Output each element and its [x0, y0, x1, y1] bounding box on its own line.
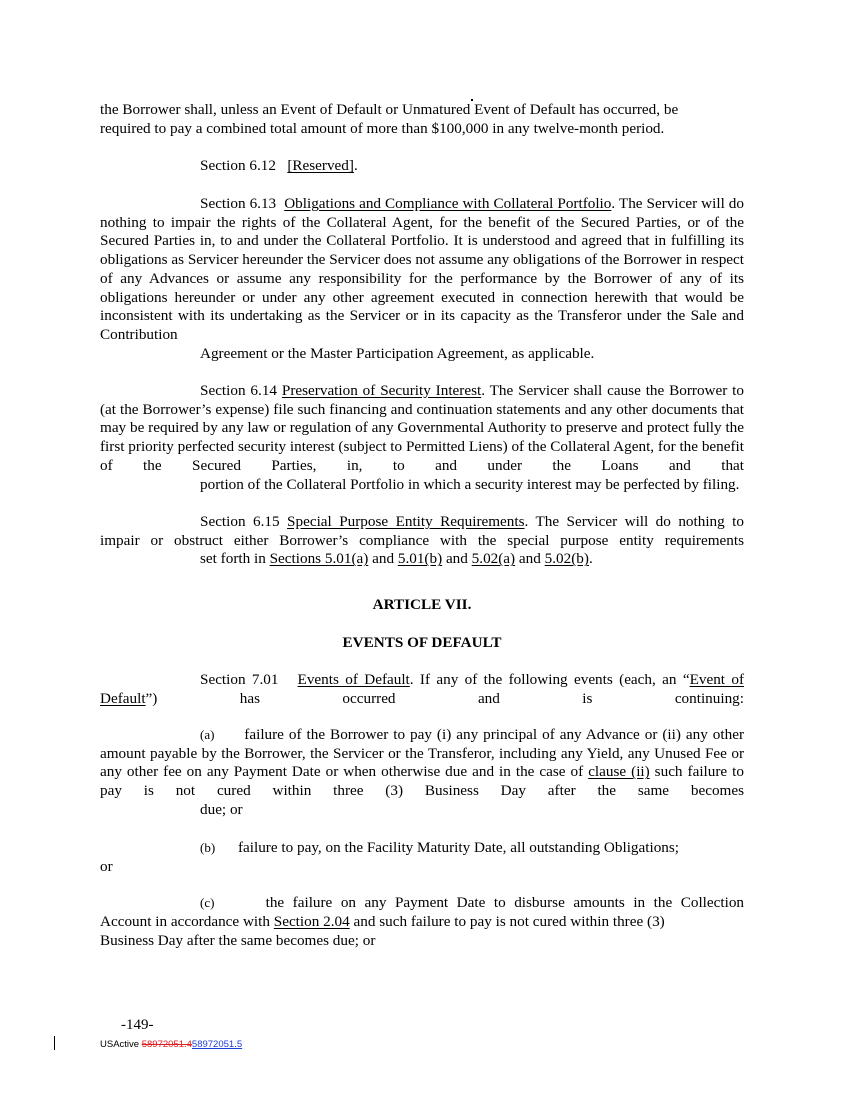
- document-id-footer: [100, 1039, 242, 1050]
- item-c-line-2: Account in accordance with Section 2.04 and such failure to pay is not cured within three (3): [100, 913, 665, 930]
- section-body: . The Servicer will do nothing to impair or obstruct either Borrower’s compliance with the special purpose entity requirements: [100, 513, 744, 549]
- article-number: ARTICLE VII.: [372, 596, 472, 613]
- section-body-last-line: portion of the Collateral Portfolio in which a security interest may be perfected by filing.: [200, 475, 740, 493]
- cross-reference[interactable]: 5.02(a): [471, 550, 516, 568]
- section-title: [Reserved]: [287, 157, 354, 174]
- section-6-13: [100, 195, 744, 363]
- section-body-last-line: set forth in Sections 5.01(a) and 5.01(b) and 5.02(a) and 5.02(b).: [200, 550, 593, 568]
- cross-reference[interactable]: 5.01(b): [397, 550, 443, 568]
- cross-reference[interactable]: Section 2.04: [273, 913, 350, 930]
- section-number: Section 6.14: [200, 382, 278, 399]
- inserted-doc-id: 58972051.5: [191, 1039, 243, 1050]
- section-number: Section 7.01: [200, 671, 279, 688]
- item-c: (c) the failure on any Payment Date to disburse amounts in the Collection: [200, 894, 745, 911]
- item-marker: (a): [200, 727, 215, 742]
- section-body-last-line: Agreement or the Master Participation Agreement, as applicable.: [200, 344, 595, 362]
- item-a: (a) failure of the Borrower to pay (i) any principal of any Advance or (ii) any other amount payable by the Borrower, the Servicer or the Transferor, including any Yield, any Unused Fee or any other fee on any Payment Date or when otherwise due and in the case of clause (ii) such failure to pay is not cured within three (3) Business Day after the same becomes due; or: [100, 726, 744, 818]
- cross-reference[interactable]: Sections 5.01(a): [269, 550, 369, 568]
- cross-reference[interactable]: 5.02(b): [544, 550, 589, 568]
- section-title: Preservation of Security Interest: [281, 382, 482, 399]
- cross-reference[interactable]: clause (ii): [588, 763, 650, 781]
- page-number: -149-: [121, 1017, 154, 1033]
- section-body: . The Servicer shall cause the Borrower to (at the Borrower’s expense) file such financing and continuation statements and any other documents that may be required by any law or regulation of any Governmental Authority to preserve and protect fully the first priority perfected security interest (subject to Permitted Liens) of the Collateral Agent, for the benefit of the Secured Parties, in, to and under the Loans and that: [100, 382, 744, 474]
- footer-prefix: USActive: [100, 1039, 142, 1050]
- section-body: . The Servicer will do nothing to impair the rights of the Collateral Agent, for the benefit of the Secured Parties, or of the Secured Parties in, to and under the Collateral Portfolio. It is understood and agreed that in fulfilling its obligations as Servicer hereunder the Servicer does not assume any obligations of the Borrower in respect of any Advances or assume any responsibility for the performance by the Borrower of any of its obligations hereunder or under any other agreement executed in connection herewith that would be inconsistent with its undertaking as the Servicer or in its capacity as the Transferor under the Sale and Contribution: [100, 195, 744, 343]
- section-6-14: [100, 382, 744, 494]
- item-marker: (c): [200, 895, 215, 910]
- section-title: Obligations and Compliance with Collateral Portfolio: [284, 195, 612, 212]
- item-b: (b) failure to pay, on the Facility Maturity Date, all outstanding Obligations;: [200, 839, 680, 856]
- section-title: Special Purpose Entity Requirements: [287, 513, 525, 530]
- article-title: EVENTS OF DEFAULT: [342, 634, 502, 651]
- change-bar: [54, 1036, 55, 1050]
- continuation-line-2: required to pay a combined total amount of more than $100,000 in any twelve-month period.: [100, 119, 665, 137]
- section-7-01: Section 7.01 Events of Default. If any of the following events (each, an “Event of Default”) has occurred and is continuing:: [100, 671, 745, 707]
- item-c-line-3: Business Day after the same becomes due; or: [100, 932, 376, 949]
- section-number: Section 6.13: [200, 195, 277, 212]
- continuation-paragraph: [100, 101, 744, 138]
- item-marker: (b): [200, 840, 216, 855]
- defined-term: Event of Default: [100, 671, 745, 707]
- section-6-15: [100, 513, 744, 569]
- item-b-last-line: or: [100, 858, 113, 875]
- section-6-12: Section 6.12 [Reserved].: [200, 157, 358, 174]
- deleted-doc-id: 58972051.4: [141, 1039, 192, 1050]
- section-number: Section 6.12: [200, 157, 276, 174]
- section-title: Events of Default: [297, 671, 410, 688]
- section-number: Section 6.15: [200, 513, 280, 530]
- continuation-line-1: the Borrower shall, unless an Event of Default or Unmatured Event of Default has occurred, be: [100, 101, 679, 118]
